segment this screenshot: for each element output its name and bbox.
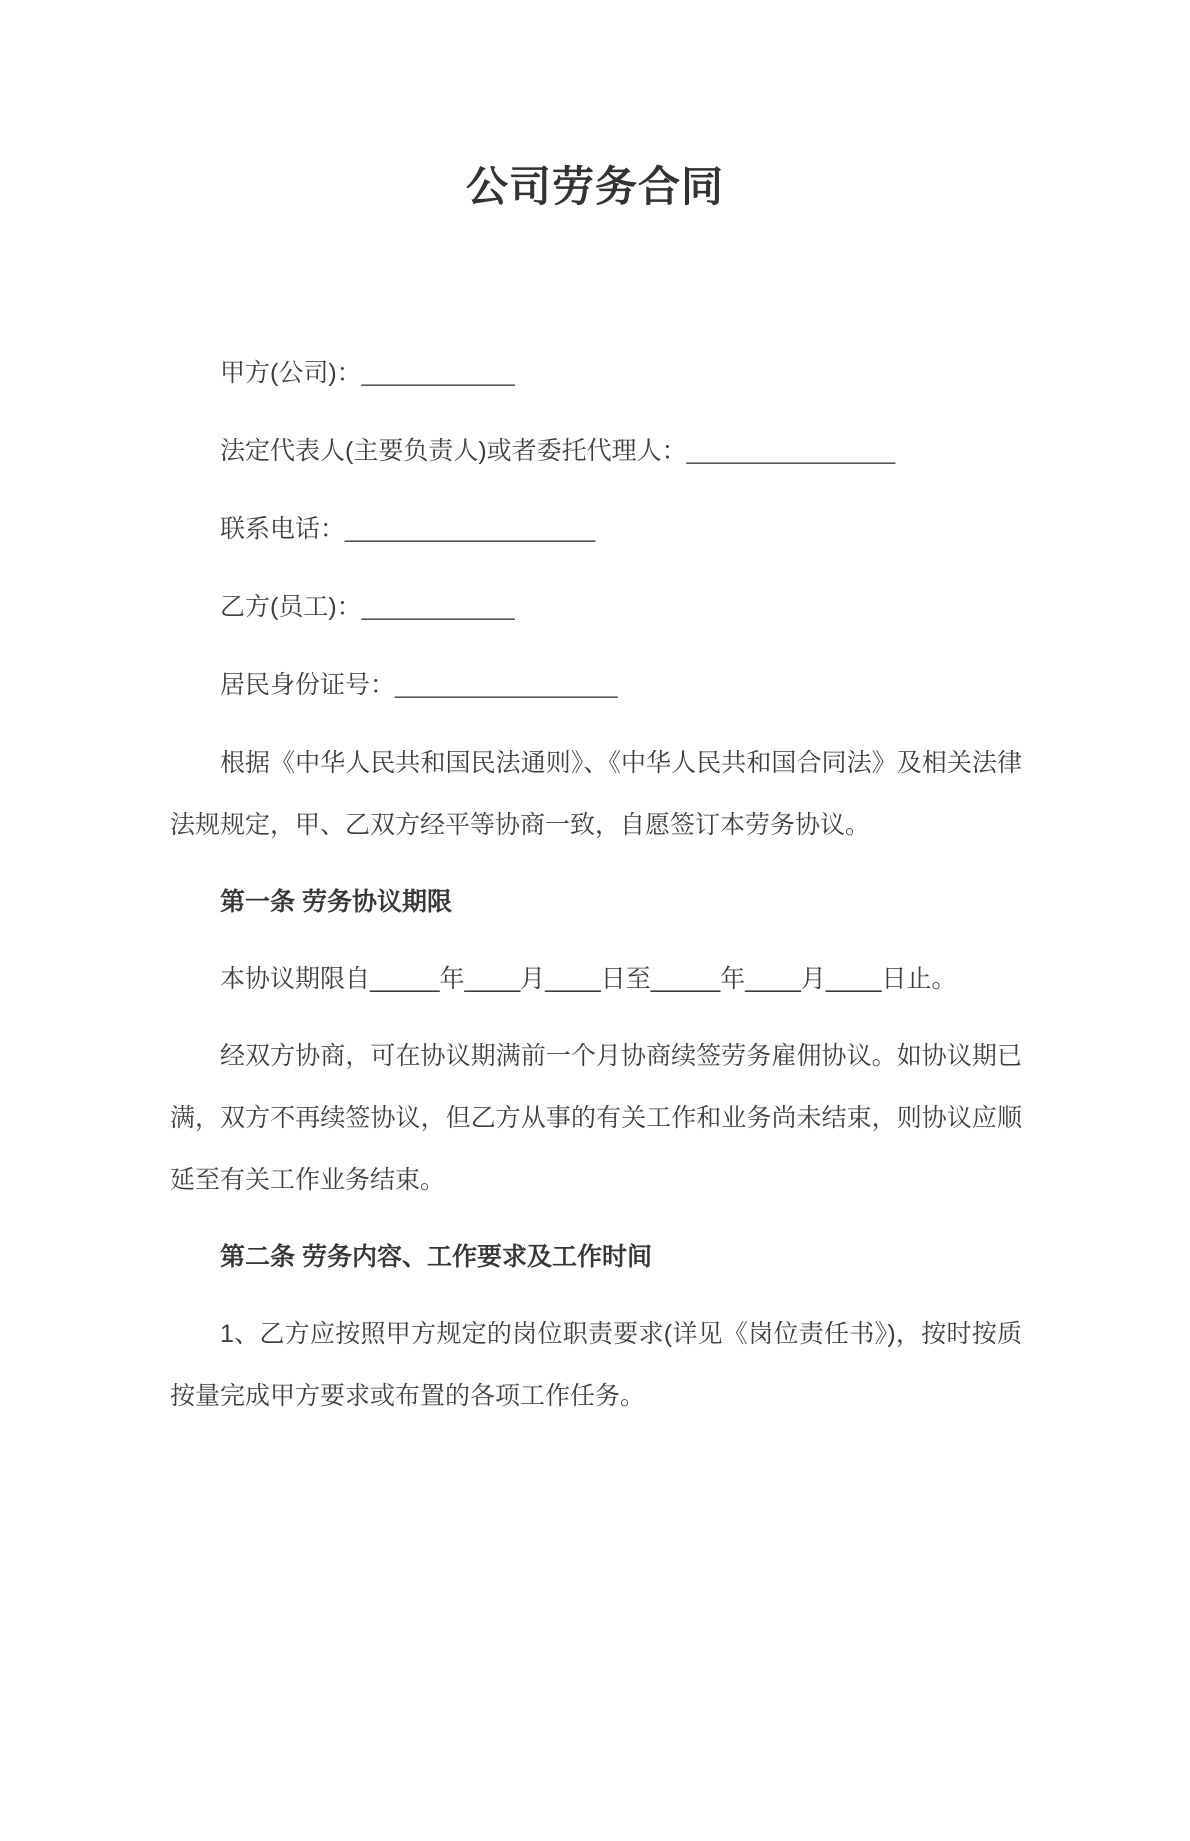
article1-paragraph: 经双方协商，可在协议期满前一个月协商续签劳务雇佣协议。如协议期已满，双方不再续签协议，但乙方从事的有关工作和业务尚未结束，则协议应顺延至有关工作业务结束。 [170, 1042, 1022, 1194]
field-party-b [170, 576, 1022, 638]
article2-item1: 1、乙方应按照甲方规定的岗位职责要求(详见《岗位责任书》)，按时按质按量完成甲方要求或布置的各项工作任务。 [170, 1320, 1022, 1410]
contract-page [0, 158, 1190, 1841]
field-contact-phone [170, 498, 1022, 560]
field-party-b-label: 乙方(员工)： [220, 593, 362, 621]
field-party-b-blank: ___________ [361, 593, 515, 621]
article2-heading: 第二条 劳务内容、工作要求及工作时间 [220, 1243, 652, 1271]
field-id-number-label: 居民身份证号： [220, 671, 396, 699]
field-id-number [170, 654, 1022, 716]
field-legal-representative [170, 420, 1022, 482]
document-body [170, 342, 1022, 1427]
article1-term-line: 本协议期限自_____年____月____日至_____年____月____日止。 [220, 965, 957, 993]
intro-paragraph: 根据《中华人民共和国民法通则》、《中华人民共和国合同法》及相关法律法规规定，甲、乙双方经平等协商一致，自愿签订本劳务协议。 [170, 749, 1022, 839]
field-legal-representative-blank: _______________ [686, 437, 896, 465]
field-contact-phone-blank: __________________ [345, 515, 596, 543]
field-contact-phone-label: 联系电话： [220, 515, 346, 543]
field-party-a-label: 甲方(公司)： [220, 359, 362, 387]
article1-heading: 第一条 劳务协议期限 [220, 888, 452, 916]
field-id-number-blank: ________________ [395, 671, 618, 699]
field-party-a [170, 342, 1022, 404]
field-party-a-blank: ___________ [361, 359, 515, 387]
document-title: 公司劳务合同 [465, 163, 724, 210]
field-legal-representative-label: 法定代表人(主要负责人)或者委托代理人： [220, 437, 687, 465]
